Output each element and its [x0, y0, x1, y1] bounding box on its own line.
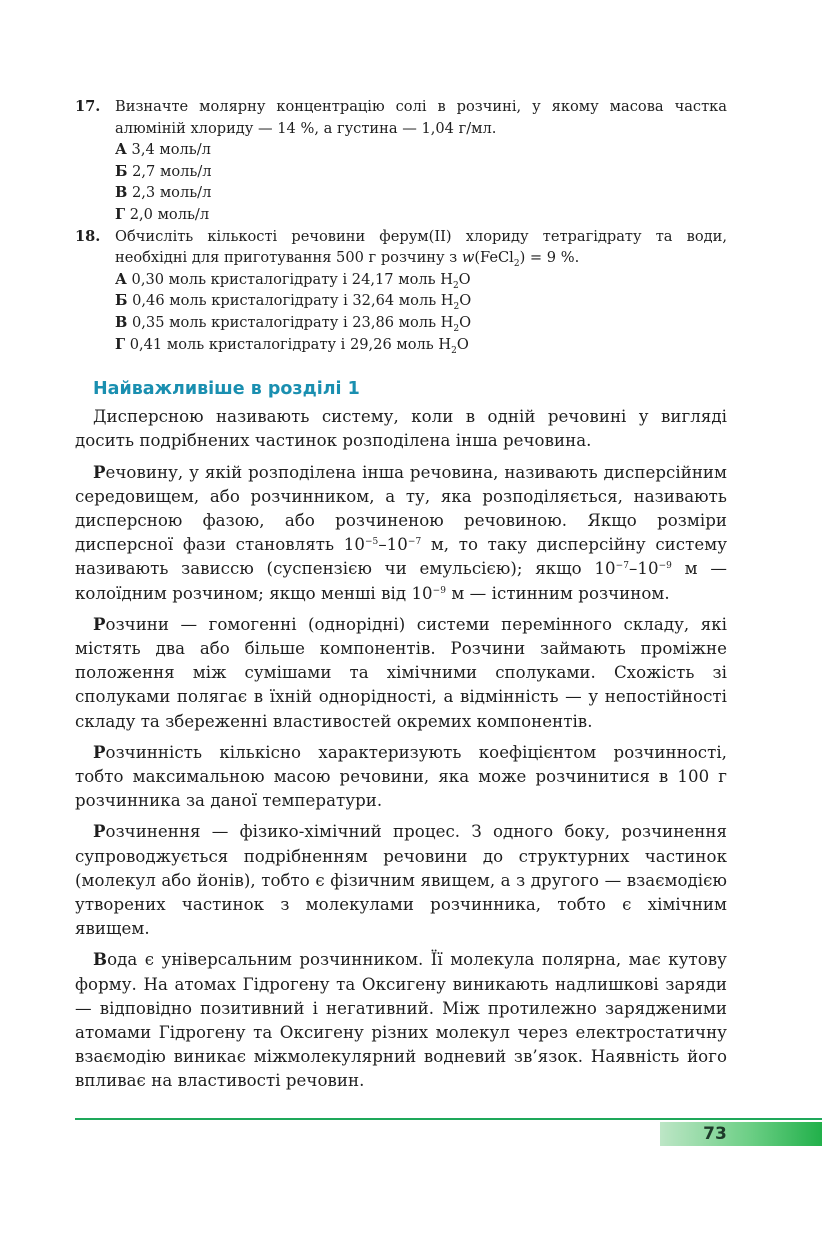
paragraph-lead-letter: Р [93, 821, 106, 842]
summary-paragraph-dispersion-medium [75, 460, 727, 606]
option-letter: Г [115, 205, 126, 223]
section-title: Найважливіше в розділі 1 [93, 379, 360, 400]
page-number-tab [660, 1122, 822, 1146]
option-text: 2,7 моль/л [132, 162, 212, 180]
question-text: Обчисліть кількості речовини ферум(ІІ) хлориду тетрагідрату та води, необхідні для приготування 500 г розчину з [115, 227, 727, 267]
task-option-a [115, 139, 727, 161]
formula-subscript: 2 [513, 259, 520, 270]
paragraph-text: м, то таку дисперсійну систему називають зависсю (суспензією чи емульсією); якщо 10 [75, 535, 728, 579]
mass-fraction-symbol: w [461, 249, 475, 267]
paragraph-text: –10 [629, 559, 659, 579]
page-number: 73 [703, 1124, 727, 1144]
paragraph-text: м — колоїдним розчином; якщо менші від 10 [75, 559, 727, 603]
paragraph-text: ода є універсальним розчинником. Її молекула полярна, має кутову форму. На атомах Гідрогену та Оксигену виникають надлишкові заряди — відповідно позитивний і негативний. Між протилежно зарядженими атомами Гідрогену та Оксигену різних молекул через електростатичну взаємодію виникає міжмолекулярний водневий зв’язок. Наявність його впливає на властивості речовин. [75, 950, 727, 1091]
option-text: 0,35 моль кристалогідрату і 23,86 моль H [131, 313, 454, 331]
option-text: 3,4 моль/л [131, 141, 211, 159]
summary-paragraph-solutions [75, 612, 727, 734]
task-18 [75, 226, 727, 356]
exponent: −9 [432, 585, 447, 596]
option-text: 0,30 моль кристалогідрату і 24,17 моль H [131, 270, 453, 288]
question-text: ) = 9 %. [519, 249, 580, 267]
paragraph-text: озчинність кількісно характеризують коефіцієнтом розчинності, тобто максимальною масою речовини, яка може розчинитися в 100 г розчинника за даної температури. [75, 742, 727, 811]
task-option-d [115, 334, 727, 356]
formula-tail: O [456, 335, 469, 353]
option-text: 2,3 моль/л [131, 184, 212, 202]
exponent: −5 [364, 537, 379, 548]
task-option-b [115, 161, 727, 183]
task-option-a [115, 269, 727, 291]
option-letter: В [115, 313, 128, 331]
task-body [115, 96, 727, 226]
option-text: 0,46 моль кристалогідрату і 32,64 моль H [132, 292, 454, 310]
exponent: −7 [615, 561, 630, 572]
summary-paragraph-dispersed-system: Дисперсною називають систему, коли в одній речовині у вигляді досить подрібнених частинок розподілена інша речовина. [75, 407, 727, 451]
task-number: 17. [75, 98, 101, 115]
paragraph-text: озчинення — фізико-хімічний процес. З одного боку, розчинення супроводжується подрібненням речовини до структурних частинок (молекул або йонів), тобто є фізичним явищем, а з другого — взаємодією утворених частинок з молекулами розчинника, тобто є хімічним явищем. [75, 822, 727, 939]
task-question [115, 226, 727, 269]
footer-divider [75, 1118, 822, 1120]
option-letter: А [115, 141, 127, 159]
paragraph-text: м — істинним розчином. [446, 583, 670, 603]
exponent: −7 [407, 537, 422, 548]
paragraph-text: ечовину, у якій розподілена інша речовина, називають дисперсійним середовищем, або розчинником, а ту, яка розподіляється, називають дисперсною фазою, або розчиненою речовиною. Якщо розміри дисперсної фази становлять 10 [75, 462, 727, 555]
option-letter: Г [115, 335, 126, 353]
task-option-c [115, 182, 727, 204]
summary-paragraph-water [75, 947, 727, 1093]
task-number: 18. [75, 227, 101, 245]
option-letter: А [115, 270, 127, 288]
formula-subscript: 2 [451, 345, 457, 356]
paragraph-lead-letter: В [93, 949, 108, 970]
formula-subscript: 2 [453, 302, 460, 313]
task-option-c [115, 312, 727, 334]
task-option-b [115, 290, 727, 312]
task-question: Визначте молярну концентрацію солі в розчині, у якому масова частка алюміній хлориду — 14 %, а густина — 1,04 г/мл. [115, 98, 727, 137]
task-option-d [115, 204, 727, 226]
option-letter: В [115, 184, 128, 202]
formula-subscript: 2 [452, 280, 459, 291]
paragraph-lead-letter: Р [93, 613, 106, 634]
paragraph-lead-letter: Р [93, 461, 106, 482]
paragraph-text: –10 [378, 535, 408, 555]
option-text: 2,0 моль/л [129, 205, 210, 223]
option-text: 0,41 моль кристалогідрату і 29,26 моль H [129, 335, 452, 353]
paragraph-text: озчини — гомогенні (однорідні) системи перемінного складу, які містять два або більше компонентів. Розчини займають проміжне положення між сумішами та хімічними сполуками. Схожість зі сполуками полягає в їхній однорідності, а відмінність — у непостійності складу та збереженні властивостей окремих компонентів. [75, 614, 727, 731]
option-letter: Б [115, 162, 128, 180]
formula-text: (FeCl [474, 249, 514, 267]
paragraph-lead-letter: Р [93, 741, 106, 762]
formula-subscript: 2 [453, 323, 460, 334]
formula-tail: O [458, 270, 471, 288]
formula-tail: O [459, 292, 472, 310]
page-content [75, 96, 727, 1100]
summary-paragraph-solubility [75, 740, 727, 814]
summary-paragraph-dissolution [75, 819, 727, 941]
option-letter: Б [115, 292, 128, 310]
exponent: −9 [658, 561, 672, 572]
task-body [115, 226, 727, 356]
task-17 [75, 96, 727, 226]
formula-tail: O [459, 313, 472, 331]
